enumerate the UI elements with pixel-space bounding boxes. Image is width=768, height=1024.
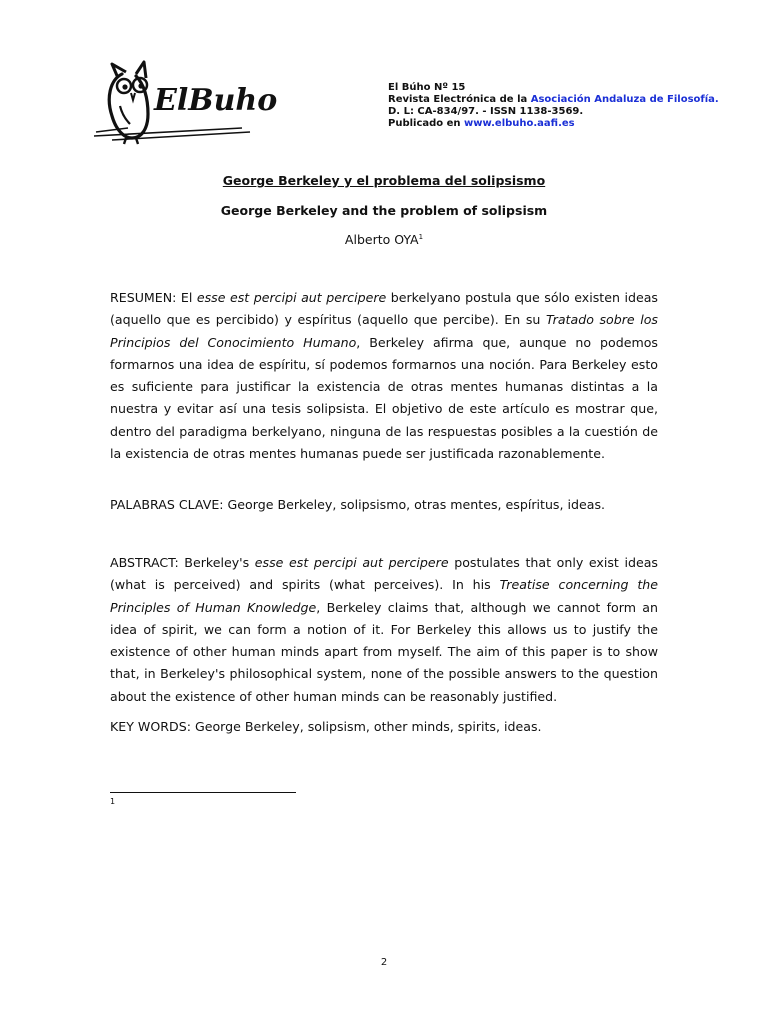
owl-logo-icon: [92, 58, 278, 148]
abstract-paragraph: ABSTRACT: Berkeley's esse est percipi aut percipere postulates that only exist ideas (what is perceived) and spirits (what perceives). In his Treatise concerning the Principles of Human Knowledge, Berkeley claims that, although we cannot form an idea of spirit, we can form a notion of it. For Berkeley this allows us to justify the existence of other human minds apart from myself. The aim of this paper is to show that, in Berkeley's philosophical system, none of the possible answers to the question about the existence of other human minds can be reasonably justified.: [110, 555, 658, 704]
author-footnote-ref[interactable]: 1: [418, 233, 424, 241]
logo-wordmark: ElBuho: [154, 83, 278, 118]
journal-published-line: Publicado en www.elbuho.aafi.es: [388, 118, 575, 129]
title-english: George Berkeley and the problem of solipsism: [220, 203, 548, 218]
key-words: KEY WORDS: George Berkeley, solipsism, other minds, spirits, ideas.: [110, 719, 542, 734]
journal-association-line: Revista Electrónica de la Asociación Andaluza de Filosofía.: [388, 94, 719, 105]
page-number: 2: [380, 957, 388, 968]
author-name: Alberto OYA: [344, 232, 419, 247]
author-line: [0, 232, 768, 247]
el-buho-logo: [92, 58, 278, 148]
journal-issue: El Búho Nº 15: [388, 82, 466, 93]
journal-header: [388, 82, 719, 130]
association-link[interactable]: Asociación Andaluza de Filosofía.: [530, 94, 719, 105]
palabras-clave: PALABRAS CLAVE: George Berkeley, solipsismo, otras mentes, espíritus, ideas.: [110, 497, 606, 512]
footnote-mark: 1: [110, 797, 116, 806]
website-link[interactable]: www.elbuho.aafi.es: [464, 118, 575, 129]
resumen-paragraph: RESUMEN: El esse est percipi aut percipere berkelyano postula que sólo existen ideas (aquello que es percibido) y espíritus (aquello que percibe). En su Tratado sobre los Principios del Conocimiento Humano, Berkeley afirma que, aunque no podemos formarnos una idea de espíritu, sí podemos formarnos una noción. Para Berkeley esto es suficiente para justificar la existencia de otras mentes humanas distintas a la nuestra y evitar así una tesis solipsista. El objetivo de este artículo es mostrar que, dentro del paradigma berkelyano, ninguna de las respuestas posibles a la cuestión de la existencia de otras mentes humanas puede ser justificada razonablemente.: [110, 290, 658, 462]
footnote-separator: [110, 792, 296, 793]
journal-issn: D. L: CA-834/97. - ISSN 1138-3569.: [388, 106, 584, 117]
title-spanish: George Berkeley y el problema del solipsismo: [222, 173, 546, 188]
